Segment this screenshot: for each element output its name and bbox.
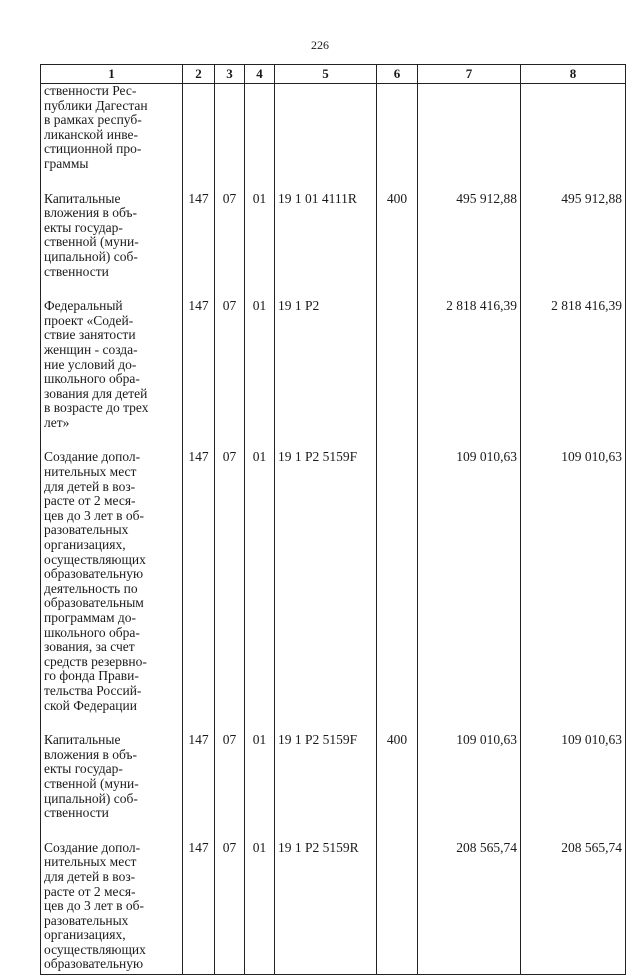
cell-col-2: 147 <box>183 295 215 446</box>
table-row <box>41 188 626 296</box>
cell-col-3: 07 <box>215 446 245 729</box>
cell-col-8: 208 565,74 <box>521 837 626 975</box>
cell-col-7: 109 010,63 <box>418 446 521 729</box>
table-row <box>41 84 626 188</box>
cell-col-7 <box>418 84 521 188</box>
cell-col-6 <box>377 295 418 446</box>
cell-col-4: 01 <box>245 188 275 296</box>
table-row <box>41 837 626 975</box>
column-header-7: 7 <box>418 65 521 84</box>
cell-col-3: 07 <box>215 837 245 975</box>
column-header-8: 8 <box>521 65 626 84</box>
column-header-1: 1 <box>41 65 183 84</box>
cell-col-7: 208 565,74 <box>418 837 521 975</box>
budget-table <box>40 64 626 975</box>
cell-col-4 <box>245 84 275 188</box>
cell-col-6 <box>377 837 418 975</box>
cell-col-7: 495 912,88 <box>418 188 521 296</box>
cell-col-7: 2 818 416,39 <box>418 295 521 446</box>
cell-col-5: 19 1 P2 <box>275 295 377 446</box>
table-row <box>41 729 626 837</box>
column-header-5: 5 <box>275 65 377 84</box>
cell-col-5: 19 1 P2 5159R <box>275 837 377 975</box>
cell-col-8: 109 010,63 <box>521 729 626 837</box>
cell-col-8: 495 912,88 <box>521 188 626 296</box>
cell-col-4: 01 <box>245 295 275 446</box>
cell-col-4: 01 <box>245 837 275 975</box>
cell-col-6: 400 <box>377 188 418 296</box>
row-name: Капитальные вложения в объ- екты государ- ственной (муни- ципальной) соб- ственности <box>41 729 183 837</box>
cell-col-2: 147 <box>183 837 215 975</box>
column-header-2: 2 <box>183 65 215 84</box>
cell-col-2: 147 <box>183 188 215 296</box>
table-row <box>41 446 626 729</box>
cell-col-8: 109 010,63 <box>521 446 626 729</box>
cell-col-3 <box>215 84 245 188</box>
cell-col-6 <box>377 84 418 188</box>
cell-col-2: 147 <box>183 446 215 729</box>
cell-col-2: 147 <box>183 729 215 837</box>
cell-col-2 <box>183 84 215 188</box>
cell-col-4: 01 <box>245 729 275 837</box>
row-name: Создание допол- нительных мест для детей в воз- расте от 2 меся- цев до 3 лет в об- разовательных организациях, осуществляющих образовательную <box>41 837 183 975</box>
cell-col-5: 19 1 P2 5159F <box>275 446 377 729</box>
table-row <box>41 295 626 446</box>
cell-col-3: 07 <box>215 729 245 837</box>
header-row <box>41 65 626 84</box>
cell-col-5: 19 1 01 4111R <box>275 188 377 296</box>
row-name: Создание допол- нительных мест для детей в воз- расте от 2 меся- цев до 3 лет в об- разовательных организациях, осуществляющих образовательную деятельность по образовательным программам до- школьного обра- зования, за счет средств резервно- го фонда Прави- тельства Россий- ской Федерации <box>41 446 183 729</box>
cell-col-4: 01 <box>245 446 275 729</box>
column-header-4: 4 <box>245 65 275 84</box>
cell-col-6 <box>377 446 418 729</box>
row-name: Федеральный проект «Содей- ствие занятости женщин - созда- ние условий до- школьного обра- зования для детей в возрасте до трех лет» <box>41 295 183 446</box>
row-name: ственности Рес- публики Дагестан в рамках респуб- ликанской инве- стиционной про- граммы <box>41 84 183 188</box>
cell-col-8: 2 818 416,39 <box>521 295 626 446</box>
cell-col-5 <box>275 84 377 188</box>
cell-col-3: 07 <box>215 295 245 446</box>
page-number: 226 <box>311 38 329 52</box>
row-name: Капитальные вложения в объ- екты государ- ственной (муни- ципальной) соб- ственности <box>41 188 183 296</box>
cell-col-5: 19 1 P2 5159F <box>275 729 377 837</box>
cell-col-6: 400 <box>377 729 418 837</box>
column-header-6: 6 <box>377 65 418 84</box>
cell-col-3: 07 <box>215 188 245 296</box>
cell-col-8 <box>521 84 626 188</box>
column-header-3: 3 <box>215 65 245 84</box>
cell-col-7: 109 010,63 <box>418 729 521 837</box>
